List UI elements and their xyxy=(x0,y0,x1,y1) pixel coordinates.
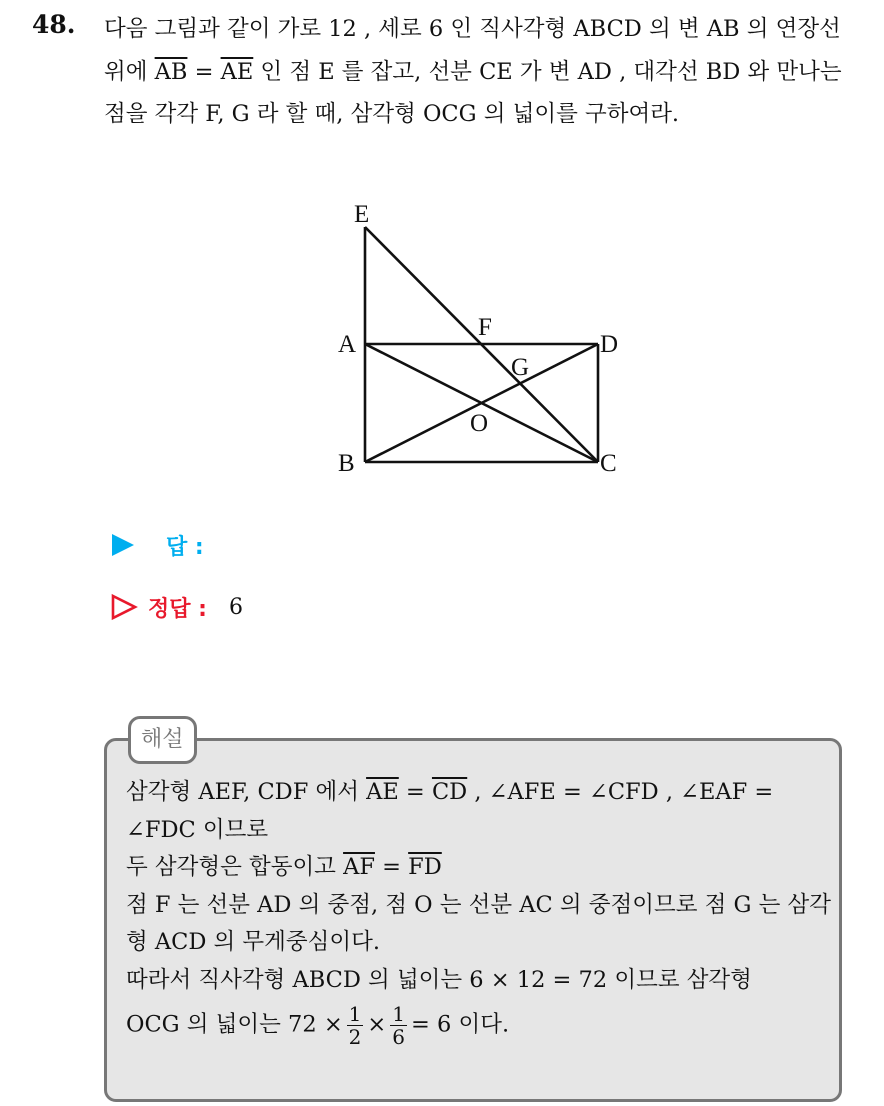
equals-sign: = xyxy=(398,779,432,805)
explanation-line: 점 F 는 선분 AD 의 중점, 점 O 는 선분 AC 의 중점이므로 점 G 는 삼각형 ACD 의 무게중심이다. xyxy=(126,891,831,955)
fraction-denominator: 6 xyxy=(392,1025,405,1049)
equals-sign: = xyxy=(187,58,221,85)
fraction-numerator: 1 xyxy=(392,1002,405,1026)
explanation-line xyxy=(126,1003,832,1048)
explanation-line: 따라서 직사각형 ABCD 의 넓이는 6 × 12 = 72 이므로 삼각형 xyxy=(126,966,752,993)
geometry-figure xyxy=(330,195,640,485)
text-part: OCG 의 넓이는 72 × xyxy=(126,1011,343,1038)
text-part: , ∠AFE = ∠CFD , ∠EAF = ∠FDC 이므로 xyxy=(126,779,774,843)
question-number: 48. xyxy=(32,10,76,39)
fraction-one-sixth xyxy=(390,1003,407,1048)
label-a: A xyxy=(338,331,357,358)
explanation-tag: 해설 xyxy=(128,716,197,764)
explanation-line xyxy=(126,849,832,887)
segment-ae: $\overline{AE}$ xyxy=(220,58,254,85)
text-part: = 6 이다. xyxy=(411,1011,510,1038)
correct-answer-label: 정답 : xyxy=(148,596,207,622)
fraction-denominator: 2 xyxy=(348,1025,362,1049)
correct-answer-row xyxy=(110,590,243,624)
segment-fd: $\overline{FD}$ xyxy=(408,854,442,880)
question-text-part: 다음 그림과 같이 가로 12 , 세로 6 인 직사각형 ABCD 의 변 AB 의 연장선 위에 xyxy=(104,16,841,85)
fraction-numerator: 1 xyxy=(348,1002,362,1026)
correct-answer-value: 6 xyxy=(228,594,243,620)
segment-ab: $\overline{AB}$ xyxy=(154,58,188,85)
text-part: 삼각형 AEF, CDF 에서 xyxy=(126,779,367,805)
text-part: 두 삼각형은 합동이고 xyxy=(126,854,344,880)
explanation-text xyxy=(126,774,832,1048)
label-b: B xyxy=(338,450,355,477)
answer-row xyxy=(110,528,204,562)
explanation-line xyxy=(126,774,832,849)
question-text xyxy=(104,8,862,136)
outline-triangle-icon xyxy=(110,593,138,621)
fraction-one-half xyxy=(347,1003,364,1048)
question-text-part: 인 점 E 를 잡고, 선분 CE 가 변 AD , 대각선 BD 와 만나는 점을 각각 F, G 라 할 때, 삼각형 OCG 의 넓이를 구하여라. xyxy=(104,58,842,127)
segment-ae: $\overline{AE}$ xyxy=(366,779,399,805)
label-o: O xyxy=(470,410,489,437)
label-f: F xyxy=(478,314,492,341)
times-sign: × xyxy=(367,1011,387,1038)
label-e: E xyxy=(354,201,370,228)
label-d: D xyxy=(600,331,619,358)
label-g: G xyxy=(511,354,530,381)
answer-label: 답 : xyxy=(166,534,204,560)
segment-cd: $\overline{CD}$ xyxy=(431,779,468,805)
filled-triangle-icon xyxy=(110,532,136,558)
segment-af: $\overline{AF}$ xyxy=(343,854,375,880)
label-c: C xyxy=(600,450,617,477)
equals-sign: = xyxy=(374,854,409,880)
